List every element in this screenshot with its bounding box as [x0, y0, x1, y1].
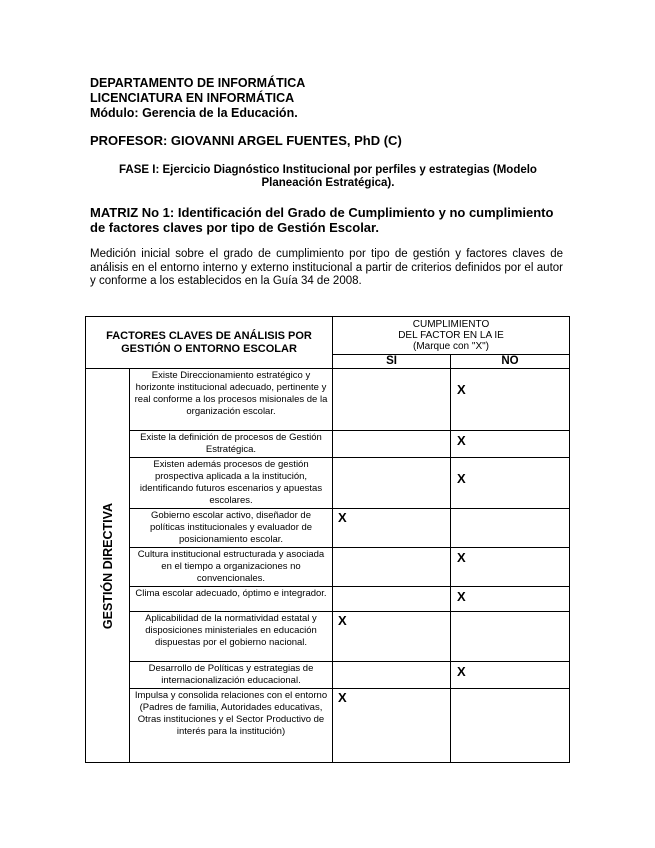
department-heading: DEPARTAMENTO DE INFORMÁTICA: [90, 76, 306, 90]
si-mark-cell: [333, 431, 451, 458]
factors-header-cell: [86, 317, 333, 369]
module-heading: Módulo: Gerencia de la Educación.: [90, 106, 298, 120]
no-mark-cell: X: [451, 662, 570, 689]
no-mark-cell: [451, 509, 570, 548]
no-mark-cell: [451, 689, 570, 763]
factor-cell: Gobierno escolar activo, diseñador de políticas institucionales y evaluador de posicionamiento escolar.: [130, 509, 333, 548]
no-mark-cell: X: [451, 431, 570, 458]
si-mark-cell: X: [333, 612, 451, 662]
si-mark-cell: X: [333, 509, 451, 548]
factor-cell: Existe la definición de procesos de Gestión Estratégica.: [130, 431, 333, 458]
compliance-header-line2: DEL FACTOR EN LA IE: [398, 330, 504, 341]
compliance-header-line1: CUMPLIMIENTO: [412, 319, 490, 330]
si-mark-cell: [333, 369, 451, 431]
professor-line: PROFESOR: GIOVANNI ARGEL FUENTES, PhD (C): [90, 133, 402, 148]
compliance-matrix-table: [85, 316, 570, 763]
si-mark-cell: [333, 458, 451, 509]
factor-cell: Existe Direccionamiento estratégico y horizonte institucional adecuado, pertinente y real conforme a los procesos misionales de la organización escolar.: [130, 369, 333, 431]
factors-header: FACTORES CLAVES DE ANÁLISIS POR GESTIÓN O ENTORNO ESCOLAR: [106, 329, 312, 355]
compliance-header-line3: (Marque con "X"): [412, 341, 489, 352]
group-label-cell: [86, 369, 130, 763]
si-mark-cell: [333, 587, 451, 612]
si-column-header: SI: [333, 355, 451, 369]
si-mark-cell: [333, 548, 451, 587]
factor-cell: Impulsa y consolida relaciones con el entorno (Padres de familia, Autoridades educativas, Otras instituciones y el Sector Productivo de interés para la institución): [130, 689, 333, 763]
compliance-header-cell: [333, 317, 570, 355]
phase-title: FASE I: Ejercicio Diagnóstico Institucional por perfiles y estrategias (Modelo Planeación Estratégica).: [119, 164, 537, 189]
factor-cell: Cultura institucional estructurada y asociada en el tiempo a organizaciones no convencionales.: [130, 548, 333, 587]
factor-cell: Aplicabilidad de la normatividad estatal y disposiciones ministeriales en educación dispuestas por el gobierno nacional.: [130, 612, 333, 662]
no-mark-cell: X: [451, 548, 570, 587]
no-mark-cell: X: [451, 369, 570, 431]
factor-cell: Existen además procesos de gestión prospectiva aplicada a la institución, identificando futuros escenarios y apuestas escolares.: [130, 458, 333, 509]
factor-cell: Desarrollo de Políticas y estrategias de internacionalización educacional.: [130, 662, 333, 689]
no-mark-cell: X: [451, 458, 570, 509]
matrix-title: MATRIZ No 1: Identificación del Grado de Cumplimiento y no cumplimiento de factores claves por tipo de Gestión Escolar.: [90, 205, 554, 235]
program-heading: LICENCIATURA EN INFORMÁTICA: [90, 91, 295, 105]
group-label: GESTIÓN DIRECTIVA: [100, 502, 115, 629]
no-mark-cell: [451, 612, 570, 662]
intro-paragraph: Medición inicial sobre el grado de cumplimiento por tipo de gestión y factores claves de análisis en el entorno interno y externo institucional a partir de criterios definidos por el autor y conforme a los establecidos en la Guía 34 de 2008.: [90, 248, 563, 287]
si-mark-cell: X: [333, 689, 451, 763]
factor-cell: Clima escolar adecuado, óptimo e integrador.: [130, 587, 333, 612]
si-mark-cell: [333, 662, 451, 689]
no-column-header: NO: [451, 355, 570, 369]
no-mark-cell: X: [451, 587, 570, 612]
